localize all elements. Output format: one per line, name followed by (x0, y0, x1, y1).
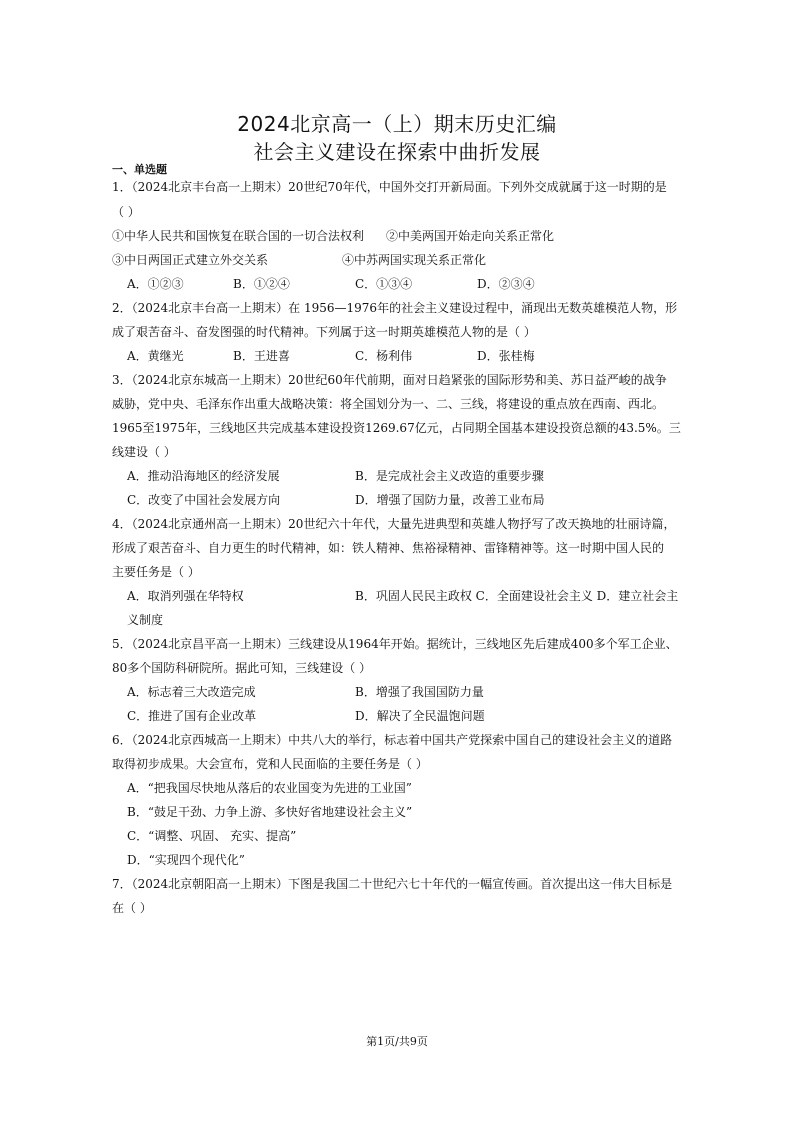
question-1-text-cont: （ ） (112, 205, 140, 219)
question-7-text-cont: 在（ ） (112, 901, 152, 915)
question-4-options-bcd: B．巩固人民民主政权 C．全面建设社会主义 D．建立社会主 (355, 589, 679, 603)
question-6-option-d: D．“实现四个现代化” (127, 853, 245, 867)
question-4-option-d-cont: 义制度 (127, 613, 164, 627)
question-2-text: 2．（2024北京丰台高一上期末）在 1956—1976年的社会主义建设过程中，涌现出无数英雄模范人物，形 (112, 301, 678, 315)
question-2-option-b: B．王进喜 (233, 349, 290, 363)
question-6-text-cont: 取得初步成果。大会宣布，党和人民面临的主要任务是（ ） (112, 757, 428, 771)
page-footer: 第1页/共9页 (366, 1035, 428, 1048)
question-1-statement-3: ③中日两国正式建立外交关系 (112, 253, 269, 267)
question-5-text: 5．（2024北京昌平高一上期末）三线建设从1964年开始。据统计，三线地区先后建成400多个军工企业、 (112, 637, 678, 651)
question-3-text-cont-2: 1965至1975年，三线地区共完成基本建设投资1269.67亿元，占同期全国基本建设投资总额的43.5%。三 (112, 421, 681, 435)
document-title: 2024北京高一（上）期末历史汇编 (237, 112, 557, 136)
question-1-statement-4: ④中苏两国实现关系正常化 (342, 253, 487, 267)
question-7-text: 7．（2024北京朝阳高一上期末）下图是我国二十世纪六七十年代的一幅宣传画。首次提出这一伟大目标是 (112, 877, 673, 891)
question-3-text-cont-3: 线建设（ ） (112, 445, 176, 459)
question-2-text-cont: 成了艰苦奋斗、奋发图强的时代精神。下列属于这一时期英雄模范人物的是（ ） (112, 325, 536, 339)
question-4-option-a: A．取消列强在华特权 (127, 589, 244, 603)
question-1-statement-2: ②中美两国开始走向关系正常化 (386, 229, 555, 243)
question-5-option-d: D．解决了全民温饱问题 (355, 709, 485, 723)
question-3-option-a: A．推动沿海地区的经济发展 (127, 469, 280, 483)
question-4-text-cont-1: 形成了艰苦奋斗、自力更生的时代精神，如：铁人精神、焦裕禄精神、雷锋精神等。这一时期中国人民的 (112, 541, 665, 555)
question-6-option-a: A．“把我国尽快地从落后的农业国变为先进的工业国” (127, 781, 412, 795)
document-subtitle: 社会主义建设在探索中曲折发展 (253, 140, 541, 164)
question-1-option-c: C．①③④ (355, 277, 413, 291)
question-1-text: 1．（2024北京丰台高一上期末）20世纪70年代，中国外交打开新局面。下列外交成就属于这一时期的是 (112, 180, 667, 194)
question-1-option-a: A．①②③ (127, 277, 184, 291)
question-3-option-b: B．是完成社会主义改造的重要步骤 (355, 469, 544, 483)
question-2-option-d: D．张桂梅 (477, 349, 535, 363)
question-5-option-b: B．增强了我国国防力量 (355, 685, 484, 699)
question-5-text-cont: 80多个国防科研院所。据此可知，三线建设（ ） (112, 661, 372, 675)
question-1-option-b: B．①②④ (233, 277, 290, 291)
question-2-option-c: C．杨利伟 (355, 349, 413, 363)
question-3-option-c: C．改变了中国社会发展方向 (127, 493, 281, 507)
question-6-option-b: B．“鼓足干劲、力争上游、多快好省地建设社会主义” (127, 805, 413, 819)
question-4-text: 4．（2024北京通州高一上期末）20世纪六十年代，大量先进典型和英雄人物抒写了改天换地的壮丽诗篇， (112, 517, 676, 531)
question-2-option-a: A．黄继光 (127, 349, 184, 363)
question-5-option-a: A．标志着三大改造完成 (127, 685, 256, 699)
question-4-text-cont-2: 主要任务是（ ） (112, 565, 200, 579)
question-6-text: 6．（2024北京西城高一上期末）中共八大的举行，标志着中国共产党探索中国自己的建设社会主义的道路 (112, 733, 673, 747)
question-3-text: 3．（2024北京东城高一上期末）20世纪60年代前期，面对日趋紧张的国际形势和美、苏日益严峻的战争 (112, 373, 667, 387)
section-heading: 一、单选题 (112, 163, 167, 176)
question-1-option-d: D．②③④ (477, 277, 535, 291)
question-5-option-c: C．推进了国有企业改革 (127, 709, 257, 723)
question-3-text-cont-1: 威胁，党中央、毛泽东作出重大战略决策：将全国划分为一、二、三线，将建设的重点放在西南、西北。 (112, 397, 665, 411)
question-1-statement-1: ①中华人民共和国恢复在联合国的一切合法权利 (112, 229, 365, 243)
question-6-option-c: C．“调整、巩固、 充实、提高” (127, 829, 297, 843)
question-3-option-d: D．增强了国防力量，改善工业布局 (355, 493, 545, 507)
